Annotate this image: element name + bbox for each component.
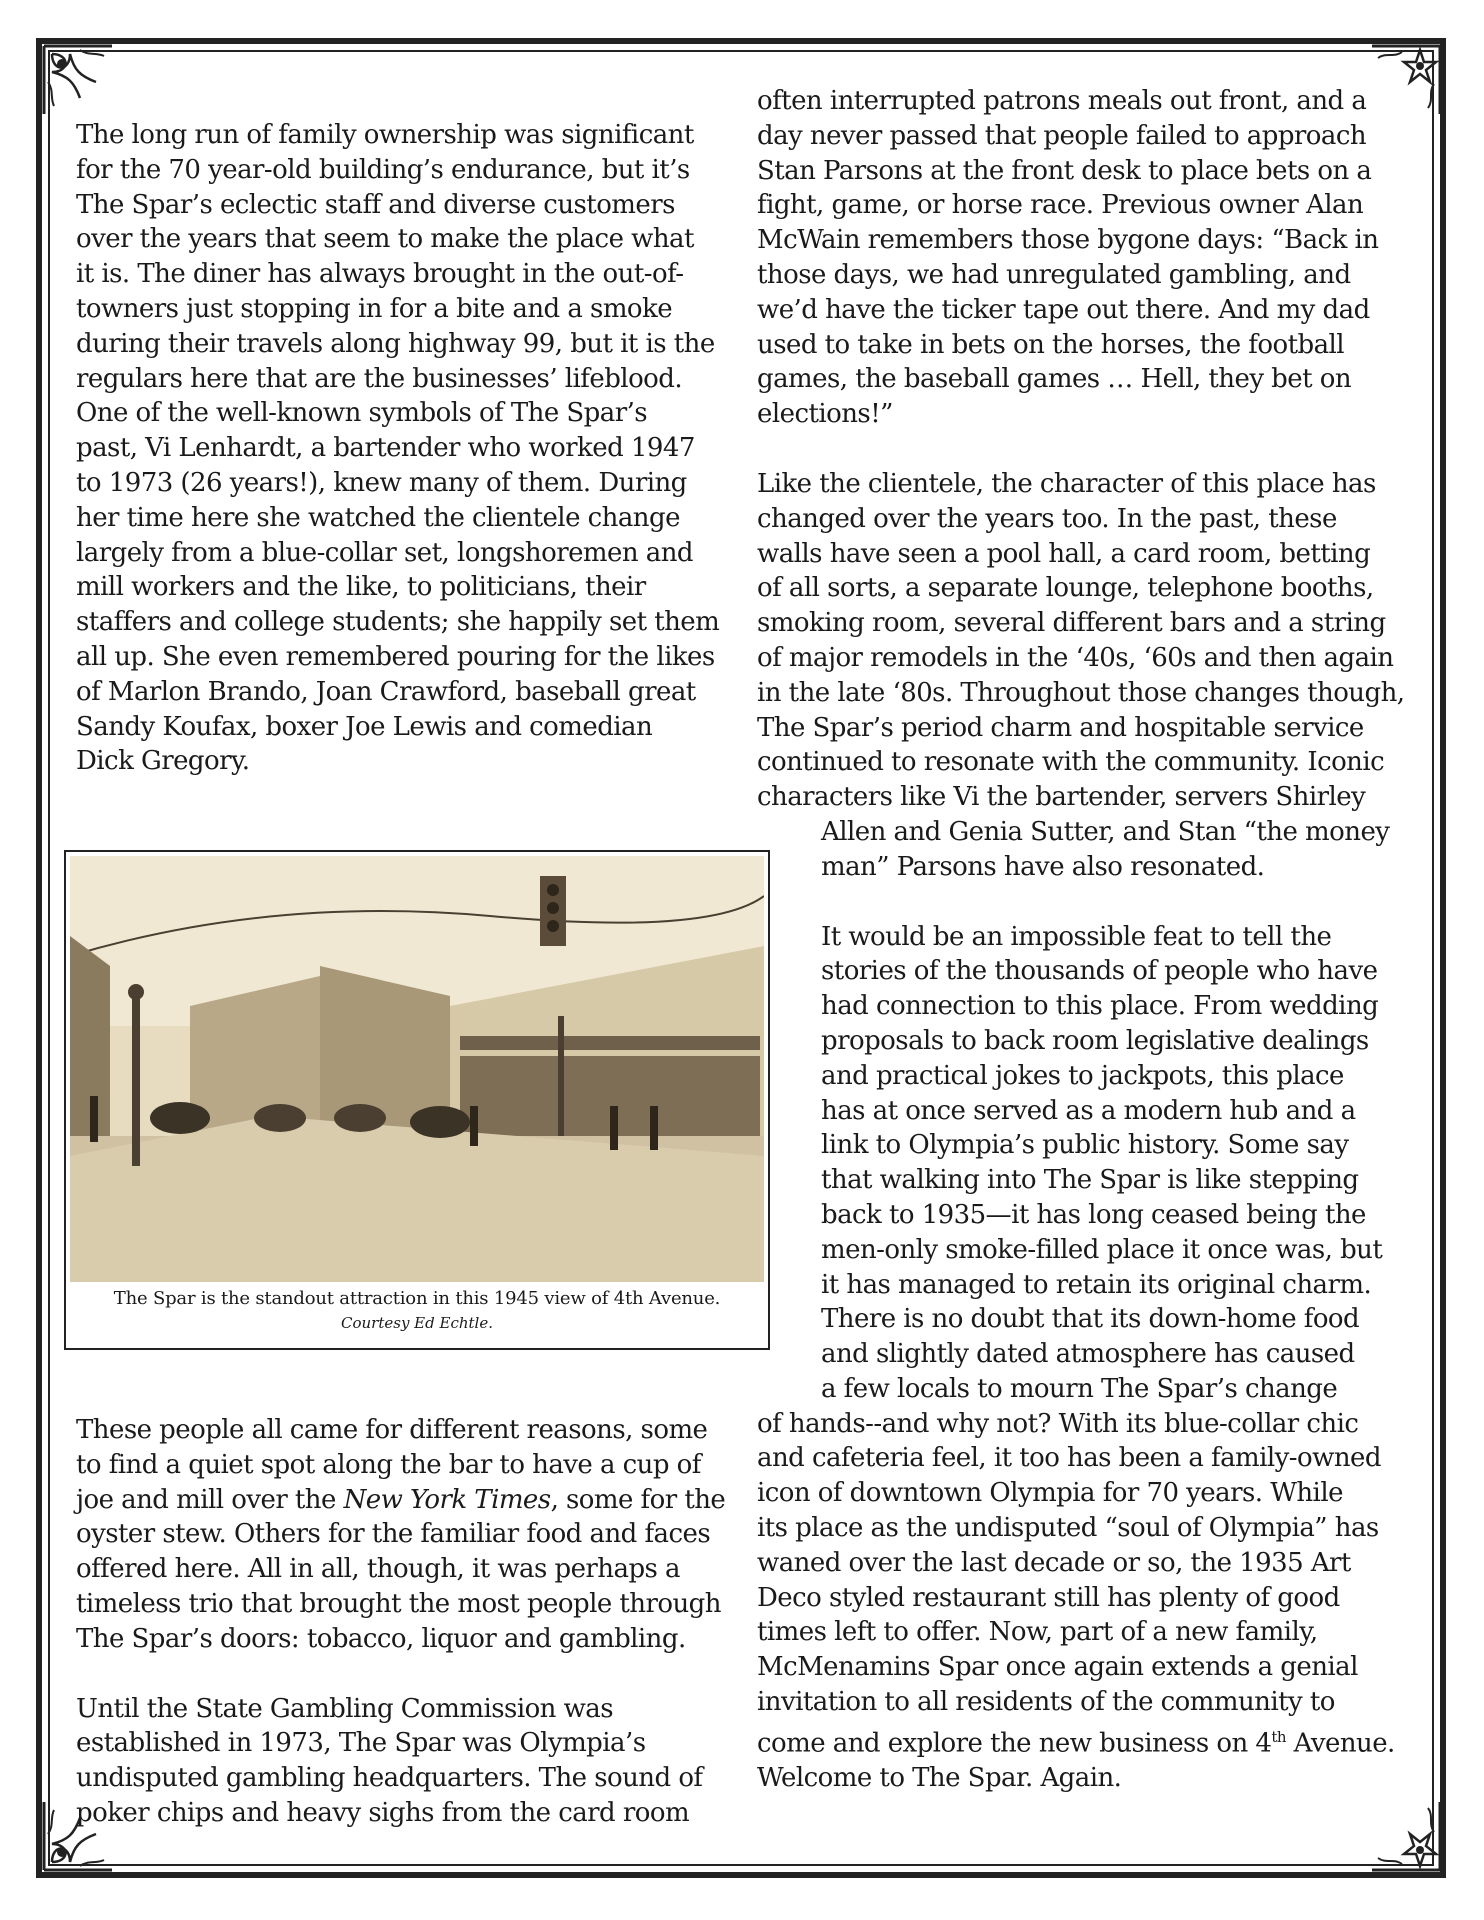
text-line: offered here. All in all, though, it was perhaps a (76, 1554, 681, 1585)
text-line (757, 1720, 1405, 1761)
text-line: Sandy Koufax, boxer Joe Lewis and comedian (76, 711, 653, 742)
paragraph-gap (757, 432, 1405, 467)
text-line: waned over the last decade or so, the 1935 Art (757, 1547, 1351, 1578)
text-line: it is. The diner has always brought in the out-of- (76, 259, 684, 290)
text-line: continued to resonate with the community. Iconic (757, 747, 1385, 778)
text-line: icon of downtown Olympia for 70 years. While (757, 1478, 1343, 1509)
text-line: games, the baseball games … Hell, they bet on (757, 364, 1352, 395)
text-line: timeless trio that brought the most people through (76, 1588, 721, 1619)
text-line: past, Vi Lenhardt, a bartender who worked 1947 (76, 433, 695, 464)
text-line: all up. She even remembered pouring for the likes (76, 641, 715, 672)
text-line: It would be an impossible feat to tell the (821, 921, 1332, 952)
photo-caption: The Spar is the standout attraction in this 1945 view of 4th Avenue. (113, 1288, 721, 1309)
text-line: towners just stopping in for a bite and a smoke (76, 293, 673, 324)
text-line: stories of the thousands of people who have (821, 956, 1378, 987)
text-line: undisputed gambling headquarters. The sound of (76, 1763, 703, 1794)
text-line: These people all came for different reasons, some (76, 1415, 708, 1445)
text-line: over the years that seem to make the place what (76, 224, 694, 255)
text-line: has at once served as a modern hub and a (821, 1095, 1356, 1126)
text-line: its place as the undisputed “soul of Olympia” has (757, 1513, 1379, 1544)
text-line: and practical jokes to jackpots, this place (821, 1060, 1344, 1091)
text-span: joe and mill over the (76, 1484, 344, 1515)
text-line: of major remodels in the ‘40s, ‘60s and then again (757, 642, 1394, 673)
text-line: poker chips and heavy sighs from the card room (76, 1797, 690, 1828)
corner-ornament-icon (40, 42, 116, 118)
text-line: staffers and college students; she happily set them (76, 607, 720, 638)
text-line: had connection to this place. From wedding (821, 991, 1379, 1022)
text-line: to find a quiet spot along the bar to have a cup of (76, 1449, 701, 1480)
text-line: oyster stew. Others for the familiar food and faces (76, 1519, 711, 1550)
text-line: The Spar’s eclectic staff and diverse customers (76, 189, 675, 220)
text-line: mill workers and the like, to politicians, their (76, 572, 646, 603)
text-line: of hands--and why not? With its blue-collar chic (757, 1408, 1359, 1439)
text-line: man” Parsons have also resonated. (821, 851, 1265, 882)
text-line: walls have seen a pool hall, a card room, betting (757, 538, 1371, 569)
text-line: Stan Parsons at the front desk to place bets on a (757, 155, 1372, 186)
text-line: McWain remembers those bygone days: “Back in (757, 225, 1379, 256)
text-line: characters like Vi the bartender, servers Shirley (757, 782, 1366, 813)
text-line: Until the State Gambling Commission was (76, 1693, 614, 1724)
text-line: invitation to all residents of the community to (757, 1687, 1335, 1718)
text-line: Allen and Genia Sutter, and Stan “the money (821, 816, 1390, 847)
text-line: Welcome to The Spar. Again. (757, 1763, 1122, 1794)
text-span: Avenue. (1285, 1728, 1395, 1759)
text-line: day never passed that people failed to approach (757, 120, 1367, 151)
photo-credit: Courtesy Ed Echtle. (341, 1314, 493, 1332)
left-column-bottom (76, 1413, 725, 1831)
text-line: proposals to back room legislative dealings (821, 1025, 1369, 1056)
text-line: largely from a blue-collar set, longshoremen and (76, 537, 694, 568)
text-line: Deco styled restaurant still has plenty of good (757, 1582, 1340, 1613)
photo-figure (64, 850, 770, 1350)
text-line: link to Olympia’s public history. Some say (821, 1130, 1349, 1161)
paragraph-gap (76, 1657, 725, 1692)
text-line: One of the well-known symbols of The Spar’s (76, 398, 648, 429)
text-line: a few locals to mourn The Spar’s change (821, 1373, 1338, 1404)
text-line (76, 1483, 725, 1518)
text-span: come and explore the new business on 4 (757, 1728, 1272, 1759)
text-line: in the late ‘80s. Throughout those changes though, (757, 677, 1405, 708)
text-line: There is no doubt that its down-home food (821, 1304, 1360, 1335)
text-span: , some for the (550, 1484, 726, 1515)
right-column (757, 84, 1405, 1796)
text-line: times left to offer. Now, part of a new family, (757, 1617, 1318, 1648)
text-line: men-only smoke-filled place it once was, but (821, 1234, 1383, 1265)
text-line: those days, we had unregulated gambling, and (757, 259, 1351, 290)
text-line: McMenamins Spar once again extends a genial (757, 1652, 1358, 1683)
text-line: back to 1935—it has long ceased being the (821, 1199, 1366, 1230)
left-column-top (76, 118, 719, 779)
text-line: fight, game, or horse race. Previous owner Alan (757, 190, 1364, 221)
text-line: of all sorts, a separate lounge, telephone booths, (757, 573, 1374, 604)
street-photo (70, 856, 764, 1282)
text-line: elections!” (757, 399, 893, 430)
text-line: changed over the years too. In the past, these (757, 503, 1337, 534)
text-line: often interrupted patrons meals out front, and a (757, 86, 1367, 116)
text-line: and slightly dated atmosphere has caused (821, 1339, 1355, 1370)
text-line: Like the clientele, the character of this place has (757, 468, 1376, 499)
text-line: The long run of family ownership was significant (76, 120, 694, 150)
text-line: The Spar’s period charm and hospitable service (757, 712, 1364, 743)
text-line: for the 70 year-old building’s endurance, but it’s (76, 154, 690, 185)
text-line: of Marlon Brando, Joan Crawford, baseball great (76, 676, 696, 707)
text-line: it has managed to retain its original charm. (821, 1269, 1372, 1300)
text-line: The Spar’s doors: tobacco, liquor and gambling. (76, 1623, 686, 1654)
text-line: we’d have the ticker tape out there. And my dad (757, 294, 1370, 325)
ordinal-suffix: th (1271, 1727, 1286, 1746)
text-line: smoking room, several different bars and a string (757, 608, 1386, 639)
newspaper-title: New York Times (343, 1484, 551, 1515)
text-line: regulars here that are the businesses’ lifeblood. (76, 363, 683, 394)
text-line: her time here she watched the clientele change (76, 502, 680, 533)
text-line: during their travels along highway 99, but it is the (76, 328, 715, 359)
paragraph-gap (757, 885, 1405, 920)
text-line: established in 1973, The Spar was Olympia’s (76, 1728, 646, 1759)
text-line: that walking into The Spar is like stepping (821, 1165, 1359, 1196)
text-line: Dick Gregory. (76, 746, 250, 777)
text-line: used to take in bets on the horses, the football (757, 329, 1345, 360)
text-line: to 1973 (26 years!), knew many of them. During (76, 467, 687, 498)
corner-ornament-icon (1368, 1798, 1444, 1874)
text-line: and cafeteria feel, it too has been a family-owned (757, 1443, 1381, 1474)
